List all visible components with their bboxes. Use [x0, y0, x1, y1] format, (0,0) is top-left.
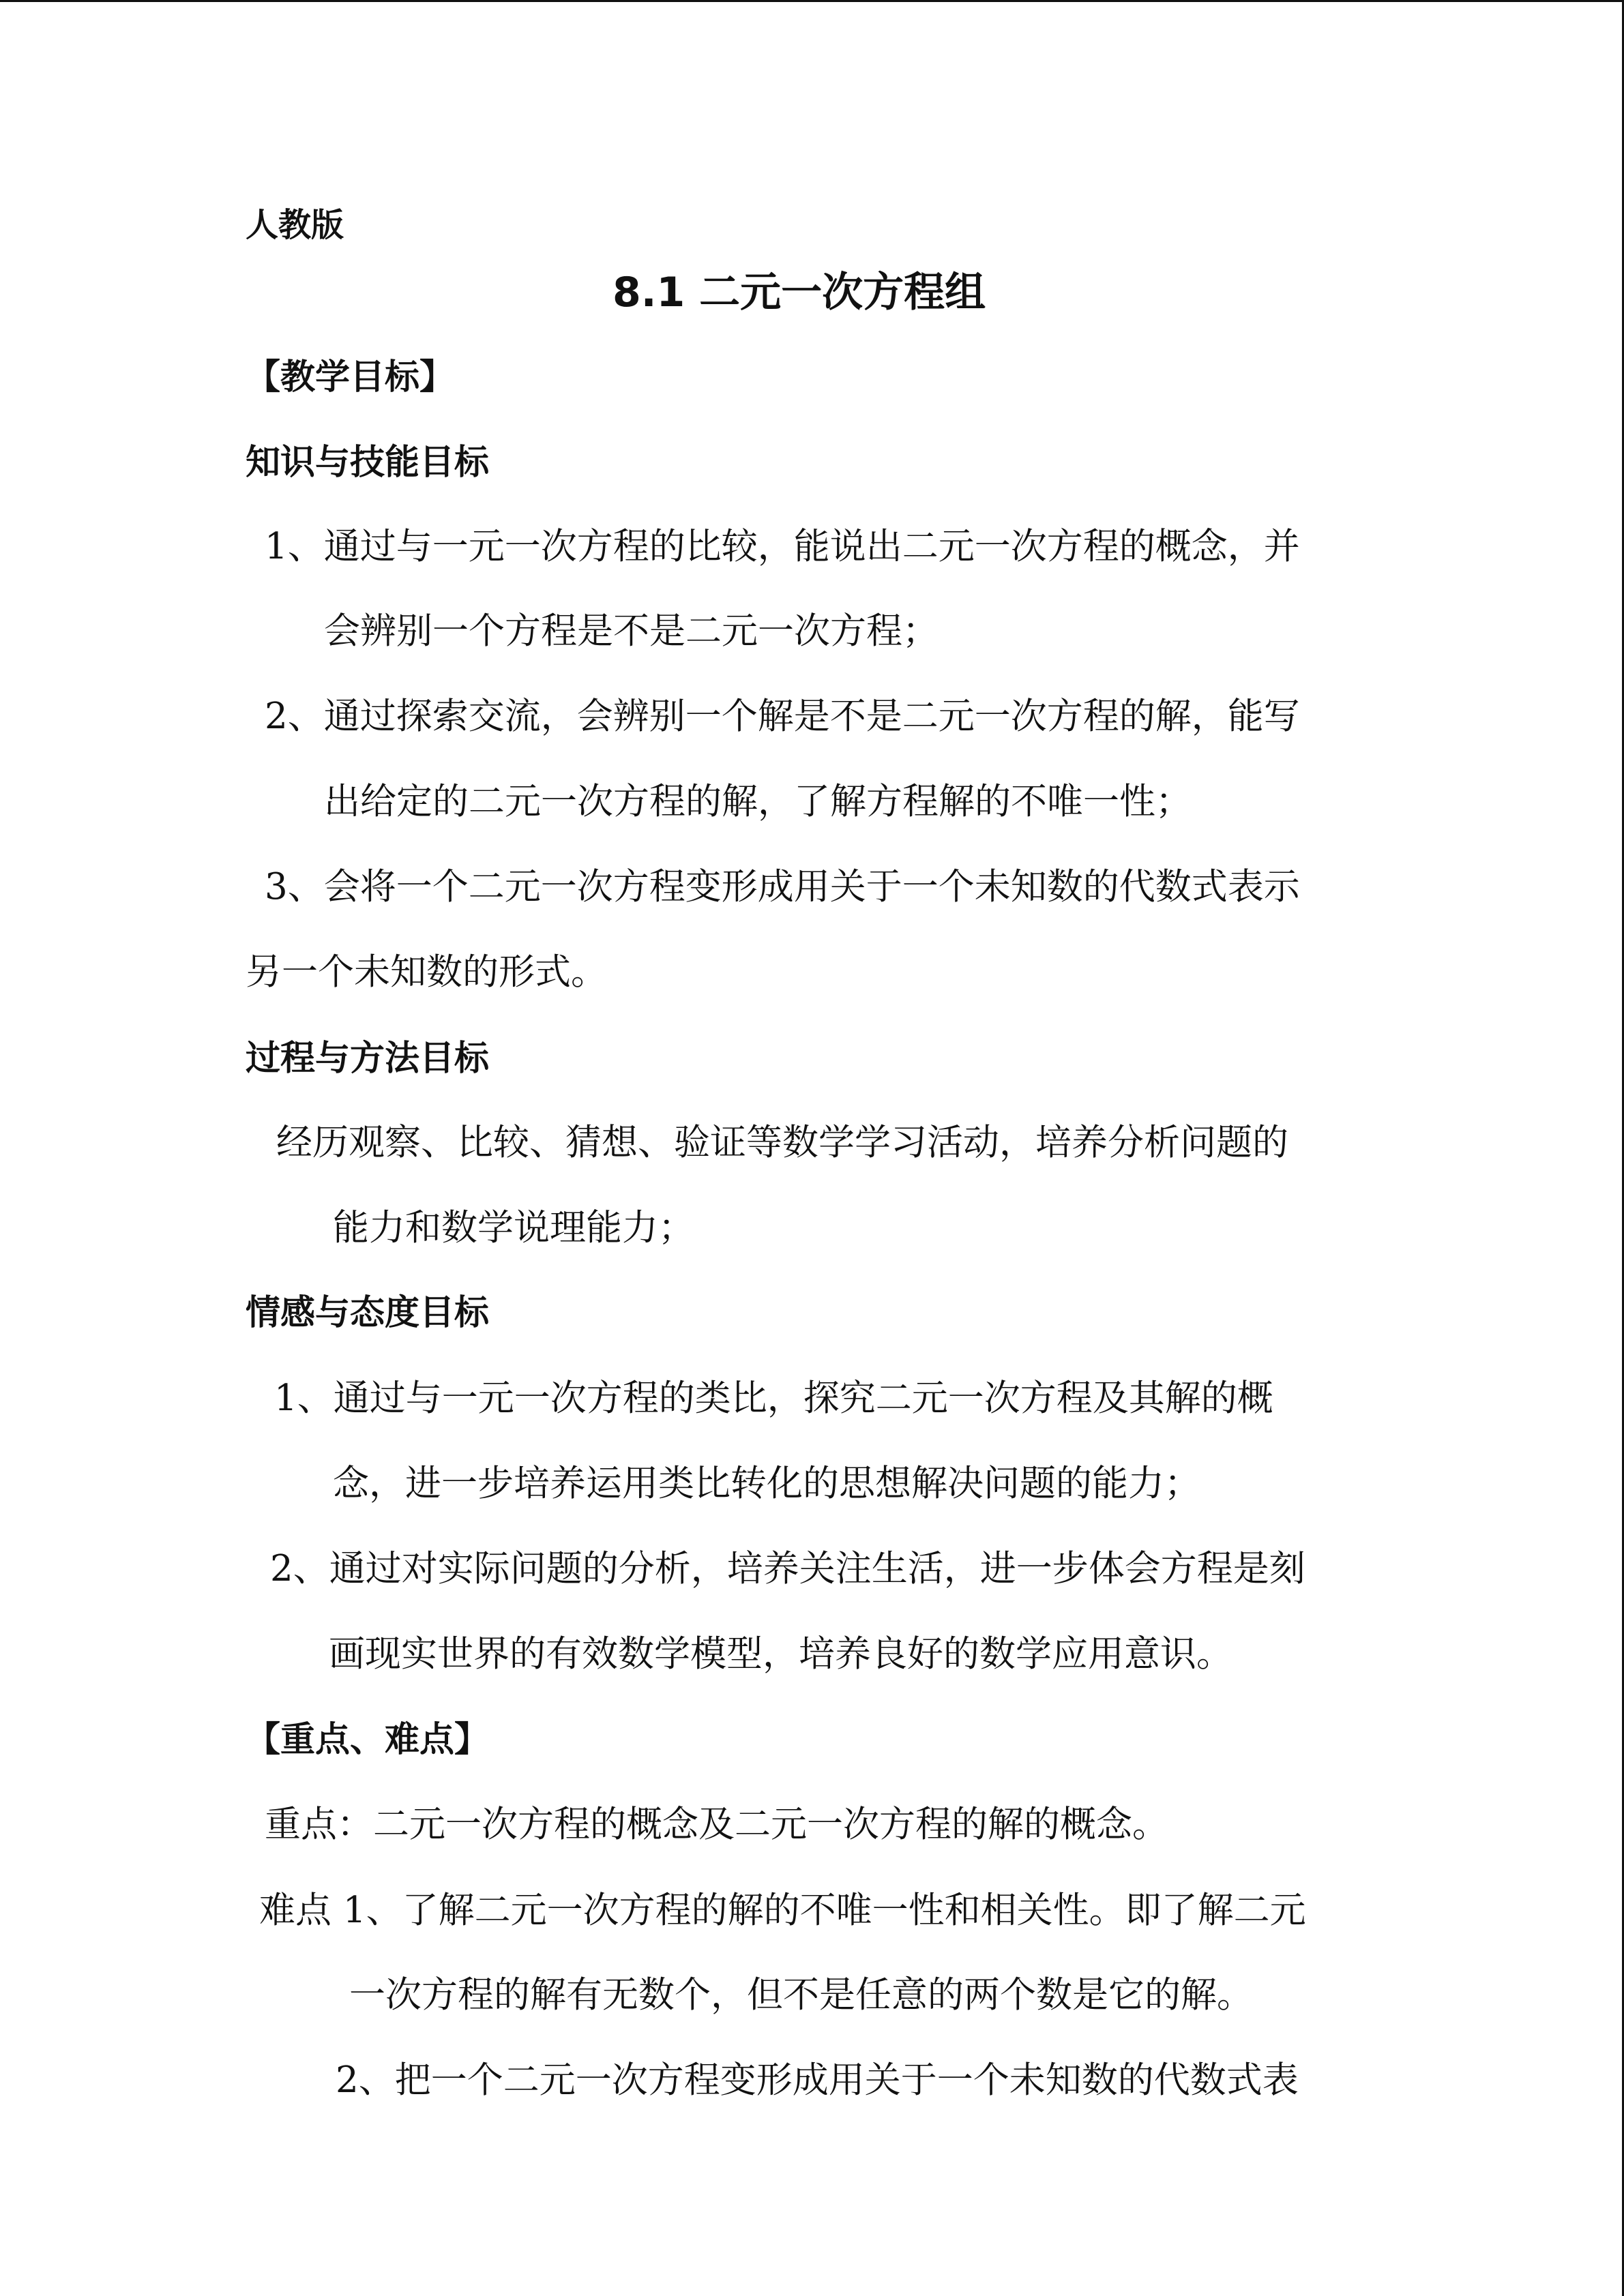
section-heading-emotion: 情感与态度目标: [246, 1293, 490, 1333]
emotion-item-2: 2、通过对实际问题的分析，培养关注生活，进一步体会方程是刻: [270, 1548, 1305, 1590]
section-heading-keypoints: 【重点、难点】: [246, 1720, 490, 1760]
section-heading-objectives: 【教学目标】: [246, 357, 455, 398]
knowledge-item-3-cont: 另一个未知数的形式。: [246, 951, 607, 993]
knowledge-item-1: 1、通过与一元一次方程的比较，能说出二元一次方程的概念，并: [265, 526, 1300, 567]
keypoint-difficulty-1-cont: 一次方程的解有无数个，但不是任意的两个数是它的解。: [349, 1974, 1253, 2016]
knowledge-item-3: 3、会将一个二元一次方程变形成用关于一个未知数的代数式表示: [265, 866, 1300, 908]
keypoint-focus: 重点：二元一次方程的概念及二元一次方程的解的概念。: [265, 1804, 1168, 1845]
emotion-item-1-cont: 念，进一步培养运用类比转化的思想解决问题的能力；: [333, 1463, 1200, 1504]
emotion-item-2-cont: 画现实世界的有效数学模型，培养良好的数学应用意识。: [329, 1633, 1232, 1675]
section-heading-process: 过程与方法目标: [246, 1039, 490, 1079]
edition-label: 人教版: [246, 206, 344, 244]
section-heading-knowledge: 知识与技能目标: [246, 443, 490, 483]
keypoint-difficulty-2: 2、把一个二元一次方程变形成用关于一个未知数的代数式表: [336, 2059, 1299, 2101]
document-title: 8.1 二元一次方程组: [612, 269, 986, 316]
knowledge-item-1-cont: 会辨别一个方程是不是二元一次方程；: [324, 610, 939, 652]
knowledge-item-2-cont: 出给定的二元一次方程的解，了解方程解的不唯一性；: [324, 781, 1192, 822]
keypoint-difficulty-1: 难点 1、了解二元一次方程的解的不唯一性和相关性。即了解二元: [259, 1890, 1306, 1931]
emotion-item-1: 1、通过与一元一次方程的类比，探究二元一次方程及其解的概: [274, 1377, 1273, 1419]
knowledge-item-2: 2、通过探索交流，会辨别一个解是不是二元一次方程的解，能写: [265, 696, 1300, 737]
process-item-1: 经历观察、比较、猜想、验证等数学学习活动，培养分析问题的: [276, 1122, 1288, 1163]
process-item-1-cont: 能力和数学说理能力；: [333, 1207, 694, 1249]
